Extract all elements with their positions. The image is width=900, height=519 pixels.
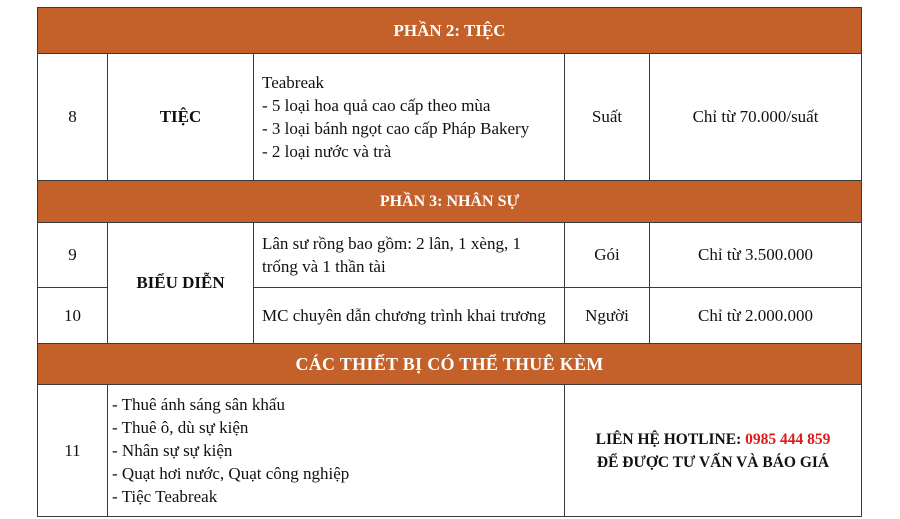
list-item: - Quạt hơi nước, Quạt công nghiệp xyxy=(112,464,350,483)
table-row xyxy=(38,223,862,288)
price-cell: Chỉ từ 70.000/suất xyxy=(650,54,862,181)
price-table xyxy=(37,7,862,517)
price-cell: Chỉ từ 3.500.000 xyxy=(650,223,862,288)
section-title: PHẦN 3: NHÂN SỰ xyxy=(38,181,862,223)
description-line: - 3 loại bánh ngọt cao cấp Pháp Bakery xyxy=(262,119,530,138)
row-number: 8 xyxy=(38,54,108,181)
list-item: - Nhân sự sự kiện xyxy=(112,441,233,460)
section-title: PHẦN 2: TIỆC xyxy=(38,8,862,54)
description-line: Teabreak xyxy=(262,73,325,92)
section-header-staff xyxy=(38,181,862,223)
contact-note: ĐỂ ĐƯỢC TƯ VẤN VÀ BÁO GIÁ xyxy=(596,453,830,471)
section-header-equipment xyxy=(38,344,862,385)
section-header-party xyxy=(38,8,862,54)
contact-block xyxy=(565,385,862,517)
hotline-number: 0985 444 859 xyxy=(745,430,831,448)
category-label: TIỆC xyxy=(108,54,254,181)
unit-cell: Người xyxy=(565,288,650,344)
table-row xyxy=(38,385,862,517)
contact-label: LIÊN HỆ HOTLINE: xyxy=(595,430,742,448)
equipment-list xyxy=(108,385,565,517)
unit-cell: Gói xyxy=(565,223,650,288)
list-item: - Thuê ô, dù sự kiện xyxy=(112,418,249,437)
section-title: CÁC THIẾT BỊ CÓ THỂ THUÊ KÈM xyxy=(38,344,862,385)
description-line: - 2 loại nước và trà xyxy=(262,142,392,161)
table-row xyxy=(38,54,862,181)
row-number: 10 xyxy=(38,288,108,344)
unit-cell: Suất xyxy=(565,54,650,181)
category-label: BIỂU DIỄN xyxy=(108,223,254,344)
description-line: - 5 loại hoa quả cao cấp theo mùa xyxy=(262,96,491,115)
item-description: Lân sư rồng bao gồm: 2 lân, 1 xèng, 1 trống và 1 thần tài xyxy=(254,223,565,288)
item-description: MC chuyên dẫn chương trình khai trương xyxy=(254,288,565,344)
list-item: - Thuê ánh sáng sân khấu xyxy=(112,395,285,414)
row-number: 9 xyxy=(38,223,108,288)
price-cell: Chỉ từ 2.000.000 xyxy=(650,288,862,344)
list-item: - Tiệc Teabreak xyxy=(112,487,218,506)
row-number: 11 xyxy=(38,385,108,517)
item-description xyxy=(254,54,565,181)
